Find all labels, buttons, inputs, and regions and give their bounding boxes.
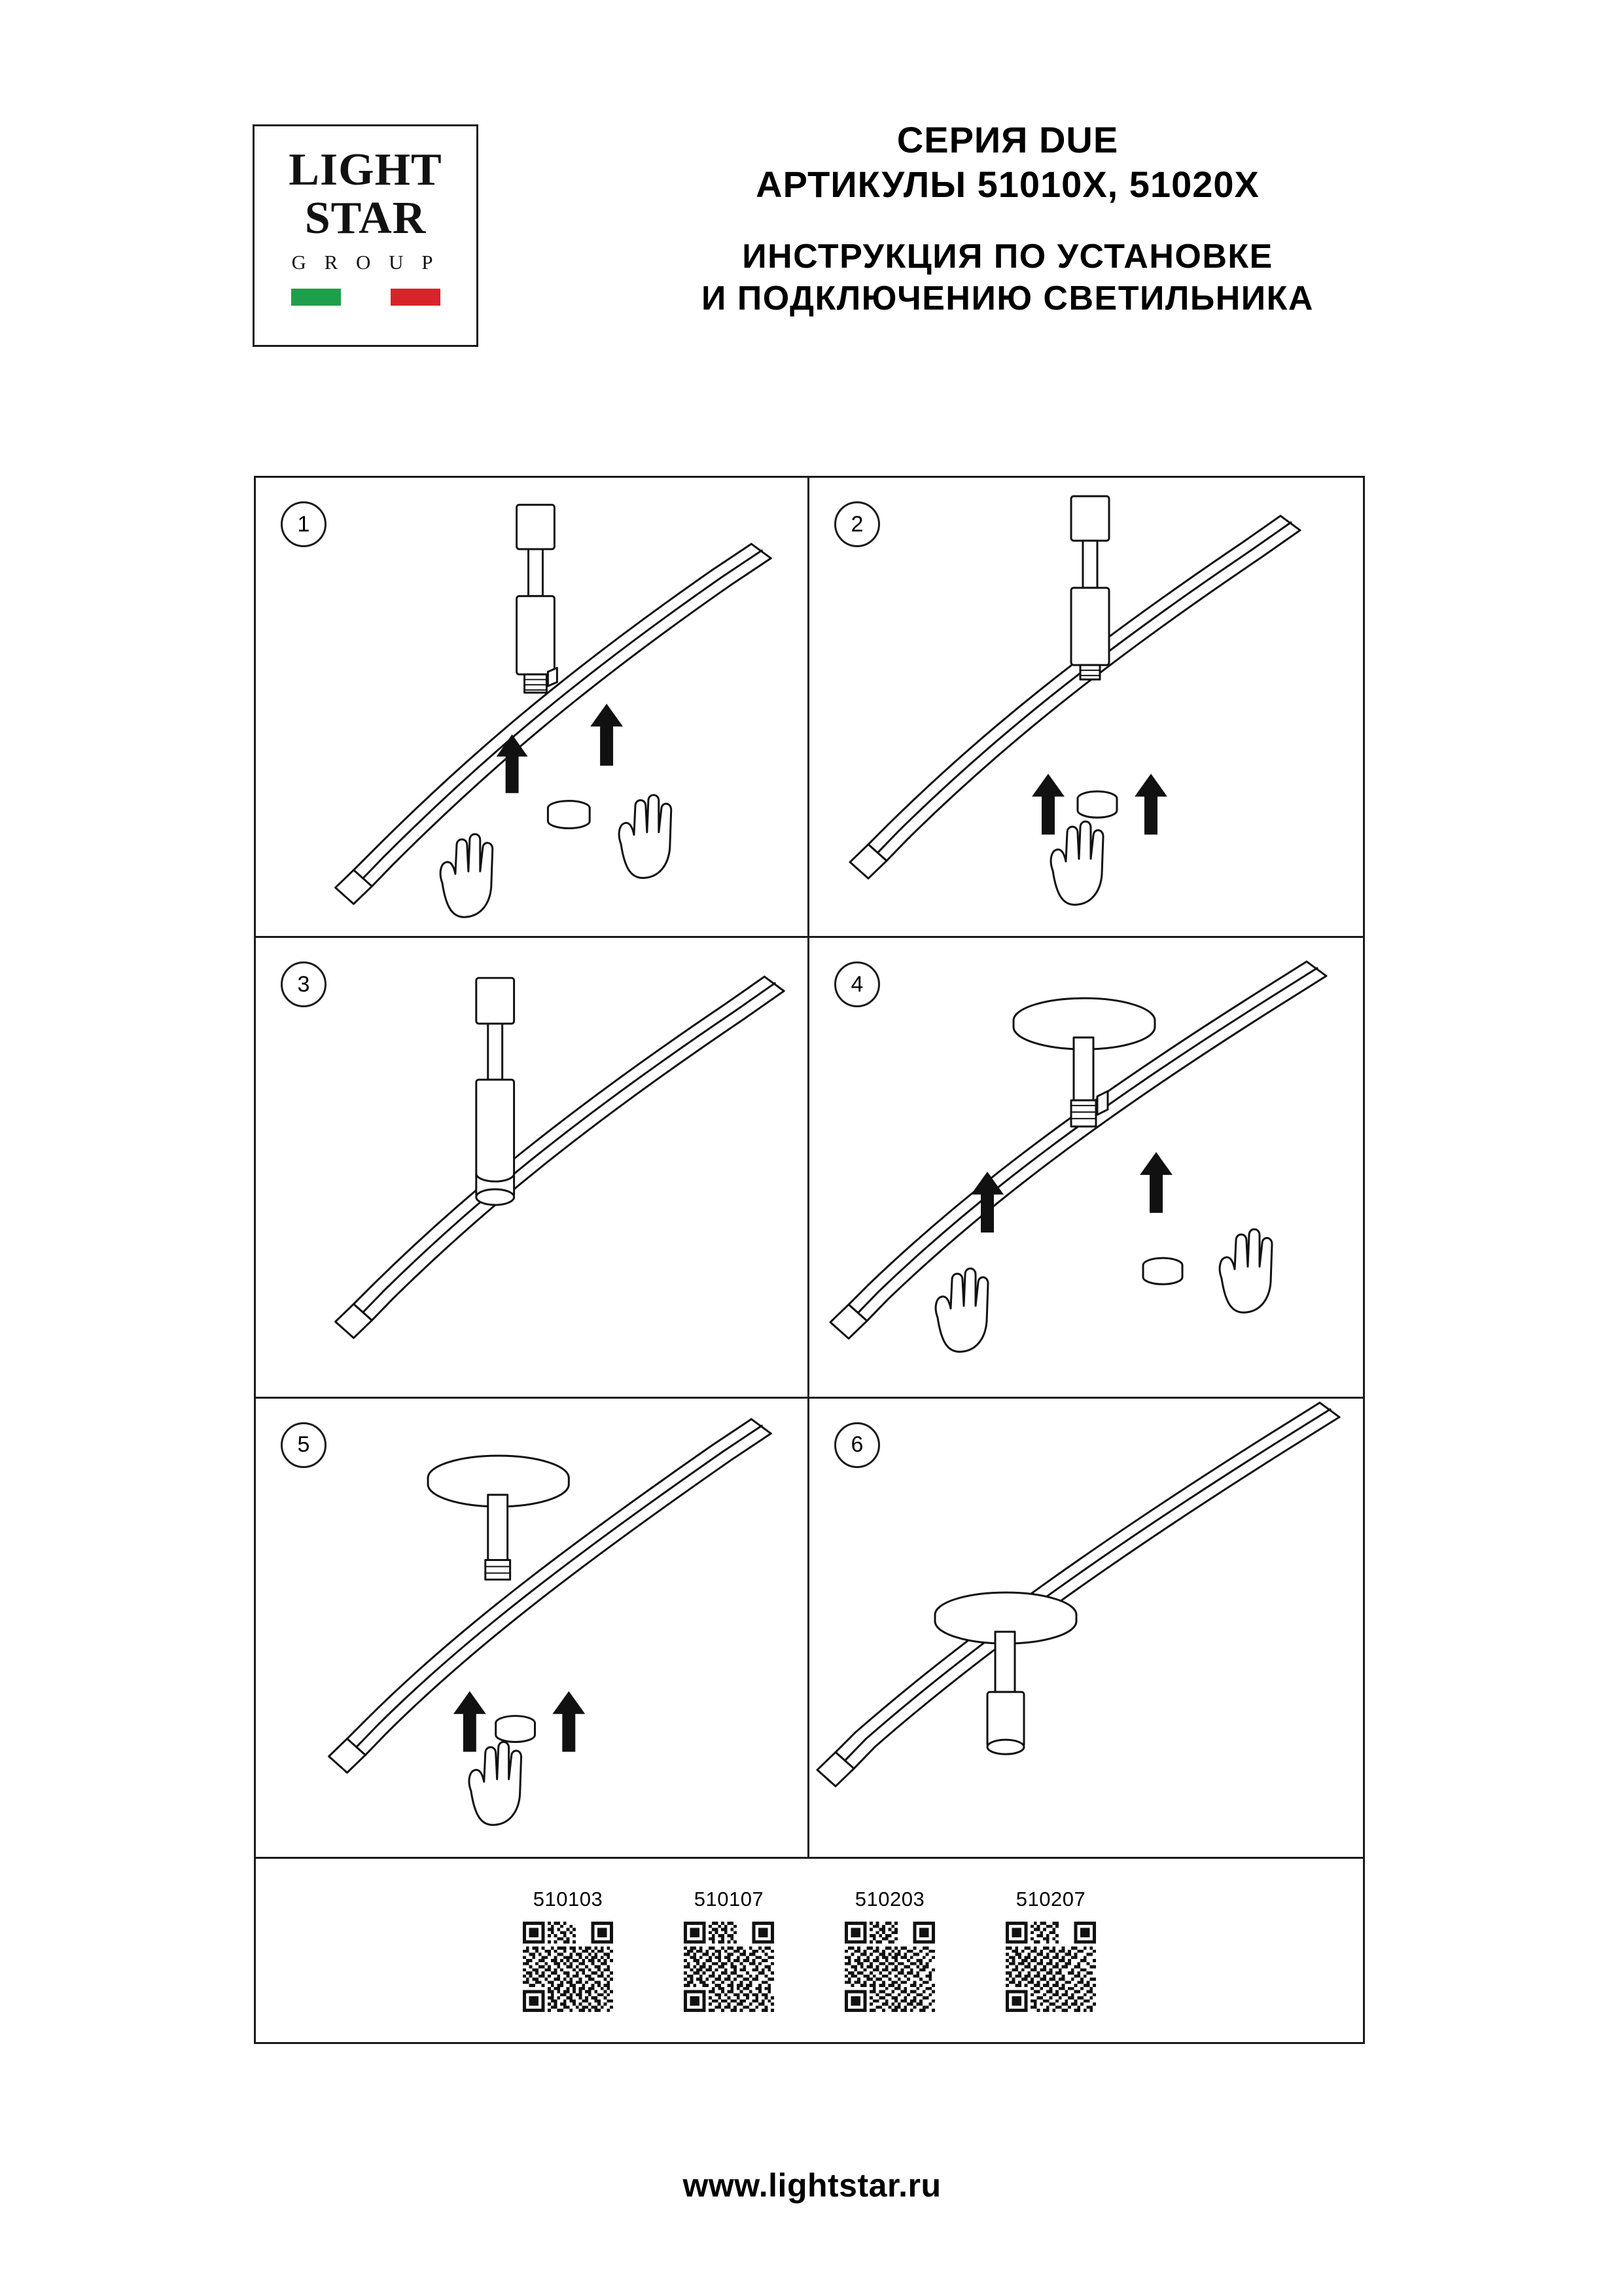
document-title-block <box>497 111 1518 319</box>
qr-label: 510107 <box>694 1888 764 1910</box>
step-3-illustration <box>256 938 807 1396</box>
step-2-illustration <box>809 478 1363 936</box>
qr-code-icon[interactable] <box>845 1922 935 2012</box>
qr-item <box>992 1888 1110 2012</box>
step-number-badge: 5 <box>281 1422 327 1468</box>
step-number-badge: 2 <box>834 501 880 547</box>
step-number-badge: 4 <box>834 961 880 1007</box>
qr-label: 510203 <box>855 1888 925 1910</box>
steps-grid <box>256 478 1363 1859</box>
step-cell-5 <box>256 1399 809 1859</box>
qr-label: 510103 <box>533 1888 603 1910</box>
step-6-illustration <box>809 1399 1363 1857</box>
qr-item <box>509 1888 627 2012</box>
step-number-badge: 1 <box>281 501 327 547</box>
logo-wordmark <box>255 146 476 243</box>
brand-logo <box>253 124 478 347</box>
series-title: СЕРИЯ DUE <box>896 119 1119 160</box>
logo-subtitle: G R O U P <box>291 251 440 274</box>
qr-code-icon[interactable] <box>1006 1922 1096 2012</box>
step-cell-4 <box>809 938 1363 1398</box>
step-cell-6 <box>809 1399 1363 1859</box>
website-url[interactable]: www.lightstar.ru <box>682 2167 942 2204</box>
logo-line-2: STAR <box>304 193 427 243</box>
page-header <box>0 111 1624 386</box>
step-cell-3 <box>256 938 809 1398</box>
qr-code-row <box>256 1859 1363 2044</box>
article-numbers: АРТИКУЛЫ 51010X, 51020X <box>756 164 1260 205</box>
italy-flag-icon <box>291 289 440 306</box>
step-4-illustration <box>809 938 1363 1396</box>
direction-arrow <box>971 1152 1173 1232</box>
flag-stripe-white <box>341 289 391 306</box>
qr-item <box>670 1888 788 2012</box>
instruction-title-line-1: ИНСТРУКЦИЯ ПО УСТАНОВКЕ <box>742 238 1273 276</box>
step-5-illustration <box>256 1399 807 1857</box>
step-number-badge: 6 <box>834 1422 880 1468</box>
flag-stripe-green <box>291 289 341 306</box>
qr-code-icon[interactable] <box>684 1922 774 2012</box>
step-cell-2 <box>809 478 1363 938</box>
qr-code-icon[interactable] <box>523 1922 613 2012</box>
step-number-badge: 3 <box>281 961 327 1007</box>
instruction-title-line-2: И ПОДКЛЮЧЕНИЮ СВЕТИЛЬНИКА <box>701 279 1314 317</box>
direction-arrow <box>497 704 623 793</box>
step-1-illustration <box>256 478 807 936</box>
instruction-panel <box>254 476 1365 2044</box>
qr-item <box>831 1888 949 2012</box>
logo-line-1: LIGHT <box>289 145 442 195</box>
step-cell-1 <box>256 478 809 938</box>
flag-stripe-red <box>391 289 440 306</box>
qr-label: 510207 <box>1015 1888 1086 1910</box>
